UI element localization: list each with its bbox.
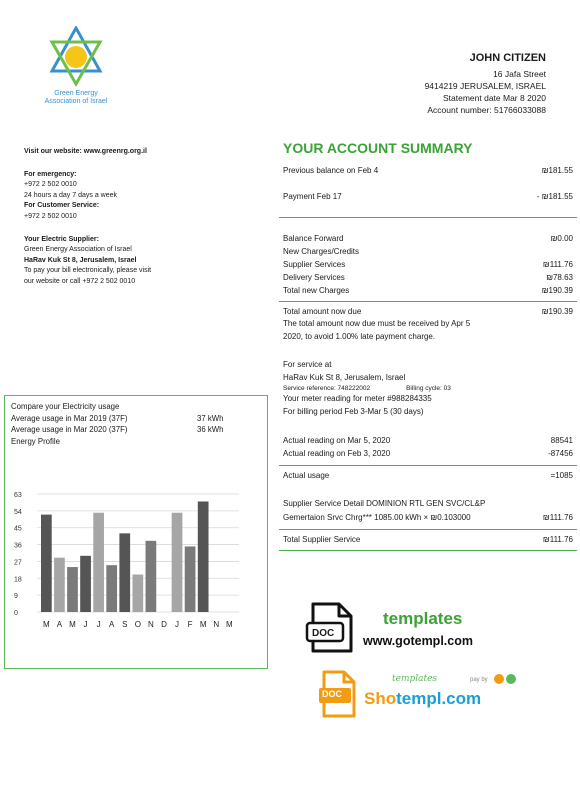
bar — [146, 541, 157, 612]
doc-label: DOC — [312, 628, 335, 639]
service-reference: Service reference: 748222002 — [283, 385, 371, 392]
meter-reading: Your meter reading for meter #988284335 — [283, 394, 432, 403]
service-address: HaRav Kuk St 8, Jerusalem, Israel — [283, 372, 406, 382]
usage-comparison-box — [4, 395, 268, 669]
y-tick-label: 9 — [14, 593, 18, 601]
actual-usage-row: Actual usage =1085 — [283, 471, 573, 480]
pay-by-text: pay by — [470, 677, 488, 683]
customer-city: 9414219 JERUSALEM, ISRAEL — [424, 81, 546, 91]
balance-forward-row: Balance Forward ₪0.00 — [283, 234, 573, 243]
divider — [279, 529, 577, 530]
x-tick-label: M — [199, 620, 207, 629]
previous-balance-row: Previous balance on Feb 4 ₪181.55 — [283, 166, 573, 175]
y-tick-label: 18 — [14, 576, 22, 584]
bar — [80, 556, 91, 612]
pay-line-2: our website or call +972 2 502 0010 — [24, 277, 136, 285]
service-phone: +972 2 502 0010 — [24, 212, 77, 220]
emergency-phone: +972 2 502 0010 — [24, 181, 77, 189]
emergency-hours: 24 hours a day 7 days a week — [24, 191, 118, 199]
new-charges-row: New Charges/Credits — [283, 247, 360, 256]
x-tick-label: M — [225, 620, 233, 629]
y-tick-label: 54 — [14, 508, 22, 516]
generation-charge-row: Gemertaion Srvc Chrg*** 1085.00 kWh × ₪0.103000 ₪111.76 — [283, 512, 573, 522]
y-tick-label: 63 — [14, 492, 22, 499]
templates-text: templates — [383, 609, 463, 628]
gotempl-url: www.gotempl.com — [363, 634, 473, 648]
templates-watermark — [305, 601, 545, 661]
pay-line-1: To pay your bill electronically, please visit — [24, 267, 152, 275]
bar — [172, 513, 183, 612]
x-tick-label: J — [83, 620, 88, 629]
supplier-address: HaRav Kuk St 8, Jerusalem, Israel — [24, 256, 137, 264]
y-tick-label: 27 — [14, 559, 22, 567]
x-tick-label: A — [56, 620, 63, 629]
avg-2020-row: Average usage in Mar 2020 (37F) 36 kWh — [11, 425, 224, 434]
energy-profile-chart — [11, 486, 249, 646]
logo-text-line2: Association of Israel — [44, 98, 108, 105]
customer-street: 16 Jafa Street — [493, 69, 546, 79]
x-tick-label: M — [69, 620, 76, 629]
bitcoin-icon — [494, 674, 504, 684]
payment-icon — [506, 674, 516, 684]
bar — [185, 546, 196, 612]
actual-reading-mar-row: Actual reading on Mar 5, 2020 88541 — [283, 436, 573, 445]
y-tick-label: 45 — [14, 525, 22, 533]
emergency-label: For emergency: — [24, 170, 77, 178]
contact-info — [24, 147, 254, 288]
bar — [132, 575, 143, 612]
summary-title: YOUR ACCOUNT SUMMARY — [283, 140, 473, 156]
bar — [198, 501, 209, 612]
shotempl-watermark — [318, 668, 548, 722]
x-tick-label: O — [134, 620, 141, 629]
x-tick-label: A — [109, 620, 115, 629]
account-summary — [283, 140, 573, 559]
shotempl-url: Shotempl.com — [364, 689, 482, 708]
bar — [67, 567, 78, 612]
bar — [119, 533, 130, 612]
logo-text-line1: Green Energy — [54, 90, 98, 97]
service-ref-row — [283, 384, 573, 393]
actual-reading-feb-row: Actual reading on Feb 3, 2020 -87456 — [283, 449, 573, 458]
account-number: Account number: 51766033088 — [427, 105, 546, 115]
supplier-name: Green Energy Association of Israel — [24, 246, 132, 254]
avg-2019-row: Average usage in Mar 2019 (37F) 37 kWh — [11, 413, 224, 423]
divider — [279, 550, 577, 551]
supplier-detail-line: Supplier Service Detail DOMINION RTL GEN SVC/CL&P — [283, 499, 486, 508]
service-at-label: For service at — [283, 360, 332, 369]
x-tick-label: D — [161, 620, 167, 629]
company-logo — [36, 26, 116, 106]
x-tick-label: S — [122, 620, 128, 629]
supplier-label: Your Electric Supplier: — [24, 235, 99, 243]
bar — [93, 513, 104, 612]
divider — [279, 465, 577, 466]
billing-cycle: Billing cycle: 03 — [406, 385, 451, 392]
x-tick-label: J — [96, 620, 101, 629]
x-tick-label: N — [213, 620, 220, 629]
doc-label-orange: DOC — [322, 689, 342, 699]
compare-title: Compare your Electricity usage — [11, 402, 120, 411]
payment-row: Payment Feb 17 - ₪181.55 — [283, 192, 573, 201]
bar — [41, 515, 52, 612]
templates-script-text: templates — [392, 674, 438, 684]
x-tick-label: J — [175, 620, 180, 629]
delivery-services-row: Delivery Services ₪78.63 — [283, 273, 573, 282]
total-supplier-row: Total Supplier Service ₪111.76 — [283, 534, 573, 544]
amount-due-row: Total amount now due ₪190.39 — [283, 307, 573, 316]
bar — [106, 565, 117, 612]
due-note-1: The total amount now due must be received by Apr 5 — [283, 319, 471, 328]
divider — [279, 217, 577, 218]
statement-date: Statement date Mar 8 2020 — [442, 93, 546, 103]
customer-block — [425, 52, 546, 116]
total-new-charges-row: Total new Charges ₪190.39 — [283, 286, 573, 295]
due-note-2: 2020, to avoid 1.00% late payment charge. — [283, 331, 436, 341]
y-tick-label: 0 — [14, 610, 18, 617]
x-tick-label: F — [187, 620, 193, 629]
website-line: Visit our website: www.greenrg.org.il — [24, 148, 147, 155]
divider — [279, 301, 577, 302]
y-tick-label: 36 — [14, 542, 22, 550]
billing-period: For billing period Feb 3-Mar 5 (30 days) — [283, 406, 424, 416]
supplier-services-row: Supplier Services ₪111.76 — [283, 260, 573, 269]
customer-name: JOHN CITIZEN — [469, 52, 546, 64]
x-tick-label: M — [43, 620, 50, 629]
bar — [54, 558, 65, 612]
x-tick-label: N — [148, 620, 154, 629]
star-sun-logo-icon — [47, 26, 105, 88]
energy-profile-label: Energy Profile — [11, 436, 60, 446]
service-label: For Customer Service: — [24, 202, 100, 210]
